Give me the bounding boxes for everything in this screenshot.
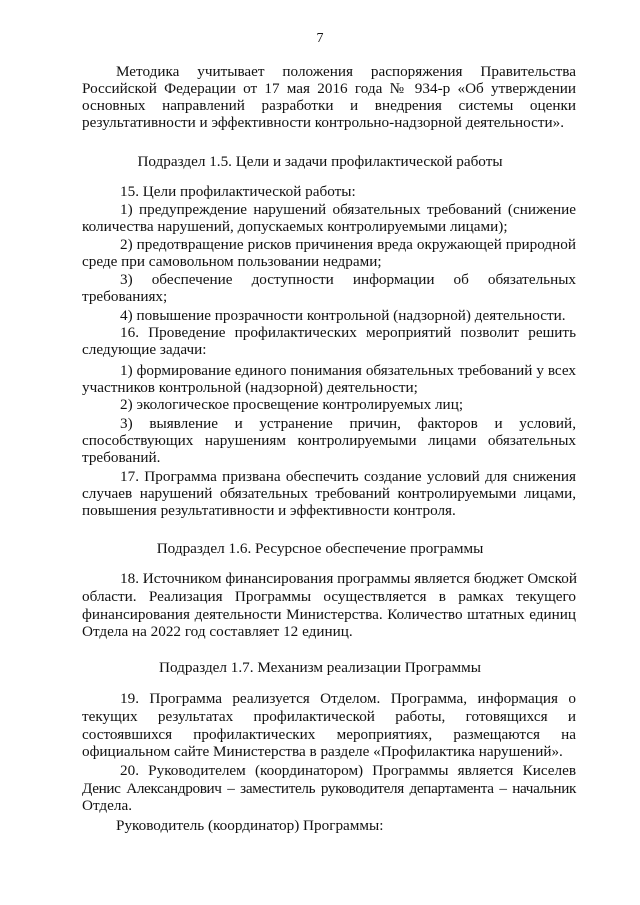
list-item: 1) формирование единого понимания обязательных требований у всех — [120, 362, 576, 379]
paragraph-line: 17. Программа призвана обеспечить создание условий для снижения — [120, 468, 576, 485]
section-heading-1-5: Подраздел 1.5. Цели и задачи профилактической работы — [137, 153, 503, 170]
section-heading-1-6: Подраздел 1.6. Ресурсное обеспечение программы — [156, 540, 484, 557]
paragraph-line: случаев нарушений обязательных требований контролируемыми лицами, — [82, 485, 576, 502]
section-heading-1-7: Подраздел 1.7. Механизм реализации Программы — [159, 659, 481, 676]
list-item: 3) выявление и устранение причин, факторов и условий, — [120, 415, 576, 432]
paragraph-line: требованиях; — [82, 288, 168, 305]
paragraph-line: требований. — [82, 449, 161, 466]
paragraph-line: количества нарушений, допускаемых контролируемыми лицами); — [82, 218, 508, 235]
paragraph-line: текущих результатах профилактической работы, готовящихся и — [82, 708, 576, 725]
paragraph-line: Отдела на 2022 год составляет 12 единиц. — [82, 623, 353, 640]
list-item: 1) предупреждение нарушений обязательных требований (снижение — [120, 201, 576, 218]
paragraph-line: 15. Цели профилактической работы: — [120, 183, 356, 200]
paragraph-line: участников контрольной (надзорной) деятельности; — [82, 379, 418, 396]
page-number: 7 — [316, 31, 324, 46]
paragraph-line: основных направлений разработки и внедрения системы оценки — [82, 97, 576, 114]
paragraph-line: повышения результативности и эффективности контроля. — [82, 502, 456, 519]
paragraph-line: способствующих нарушениям контролируемыми лицами обязательных — [82, 432, 576, 449]
paragraph-line: 16. Проведение профилактических мероприятий позволит решить — [120, 324, 576, 341]
list-item: 2) предотвращение рисков причинения вреда окружающей природной — [120, 236, 576, 253]
list-item: 4) повышение прозрачности контрольной (надзорной) деятельности. — [120, 307, 566, 324]
paragraph-line: среде при самовольном пользовании недрами; — [82, 253, 382, 270]
paragraph-line: официальном сайте Министерства в разделе «Профилактика нарушений». — [82, 743, 563, 760]
paragraph-line: результативности и эффективности контрольно-надзорной деятельности». — [82, 114, 565, 131]
paragraph-line: финансирования деятельности Министерства. Количество штатных единиц — [82, 606, 576, 623]
paragraph-line: Отдела. — [82, 797, 132, 814]
list-item: 2) экологическое просвещение контролируемых лиц; — [120, 396, 464, 413]
list-item: 3) обеспечение доступности информации об обязательных — [120, 271, 576, 288]
paragraph-line: Методика учитывает положения распоряжения Правительства — [116, 63, 576, 80]
paragraph-line: следующие задачи: — [82, 341, 207, 358]
paragraph-line: 19. Программа реализуется Отделом. Программа, информация о — [120, 690, 576, 707]
paragraph-line: области. Реализация Программы осуществляется в рамках текущего — [82, 588, 576, 605]
paragraph-line: 20. Руководителем (координатором) Программы является Киселев — [120, 762, 576, 779]
paragraph-line: 18. Источником финансирования программы является бюджет Омской — [120, 570, 577, 587]
paragraph-line: Российской Федерации от 17 мая 2016 года № 934-р «Об утверждении — [82, 80, 576, 97]
paragraph-line: состоявшихся профилактических мероприятиях, размещаются на — [82, 726, 576, 743]
signature-caption: Руководитель (координатор) Программы: — [116, 817, 384, 834]
paragraph-line: Денис Александрович – заместитель руководителя департамента – начальник — [82, 780, 576, 797]
